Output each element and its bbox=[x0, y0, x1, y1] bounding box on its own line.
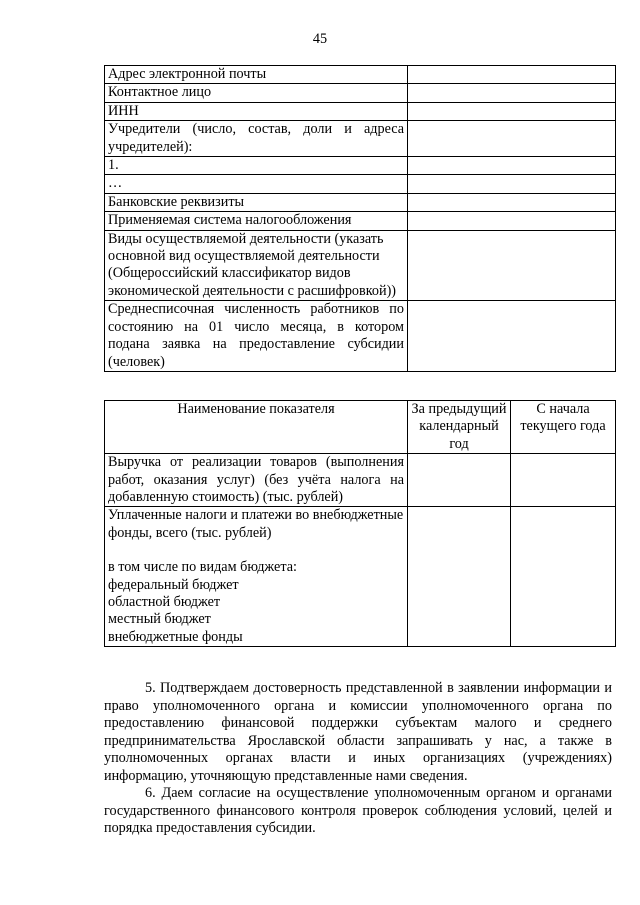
table-row bbox=[105, 193, 616, 211]
row-value-tax-system[interactable] bbox=[408, 212, 616, 230]
row-label-activities: Виды осуществляемой деятельности (указать основной вид осуществляемой деятельности (Общероссийский классификатор видов экономической деятельности с расшифровкой)) bbox=[105, 230, 408, 301]
row-value-contact[interactable] bbox=[408, 84, 616, 102]
revenue-previous-year[interactable] bbox=[408, 454, 511, 507]
row-label-founder-1: 1. bbox=[105, 157, 408, 175]
row-label-email: Адрес электронной почты bbox=[105, 66, 408, 84]
header-previous-year: За предыдущий календарный год bbox=[408, 401, 511, 454]
row-value-headcount[interactable] bbox=[408, 301, 616, 372]
table-row bbox=[105, 507, 616, 647]
table-row bbox=[105, 454, 616, 507]
paragraph-6: 6. Даем согласие на осуществление уполномоченным органом и органами государственного финансового контроля проверок соблюдения условий, целей и порядка предоставления субсидии. bbox=[104, 785, 612, 836]
indicators-table bbox=[104, 400, 616, 647]
row-value-activities[interactable] bbox=[408, 230, 616, 301]
revenue-current-year[interactable] bbox=[511, 454, 616, 507]
applicant-info-table bbox=[104, 65, 616, 372]
row-label-headcount: Среднесписочная численность работников по состоянию на 01 число месяца, в котором подана заявка на предоставление субсидии (человек) bbox=[105, 301, 408, 372]
table-row bbox=[105, 175, 616, 193]
page-number: 45 bbox=[312, 31, 328, 47]
row-label-inn: ИНН bbox=[105, 102, 408, 120]
row-value-ellipsis[interactable] bbox=[408, 175, 616, 193]
table-row bbox=[105, 212, 616, 230]
row-value-inn[interactable] bbox=[408, 102, 616, 120]
table-row bbox=[105, 102, 616, 120]
header-current-year: С начала текущего года bbox=[511, 401, 616, 454]
paragraph-5: 5. Подтверждаем достоверность представленной в заявлении информации и право уполномоченного органа и комиссии уполномоченного органа по предоставлению финансовой поддержки субъектам малого и среднего предпринимательства Ярославской области запрашивать у нас, а также в уполномоченных органах власти и иных организациях (учреждениях) информацию, уточняющую представленные нами сведения. bbox=[104, 680, 612, 784]
table-row bbox=[105, 66, 616, 84]
row-label-contact: Контактное лицо bbox=[105, 84, 408, 102]
header-indicator-name: Наименование показателя bbox=[105, 401, 408, 454]
budget-item-local: местный бюджет bbox=[108, 611, 211, 628]
budget-item-extrabudgetary: внебюджетные фонды bbox=[108, 628, 243, 645]
declaration-text bbox=[104, 680, 612, 838]
row-label-tax-system: Применяемая система налогообложения bbox=[105, 212, 408, 230]
row-value-email[interactable] bbox=[408, 66, 616, 84]
table-row bbox=[105, 230, 616, 301]
taxes-total-label: Уплаченные налоги и платежи во внебюджетные фонды, всего (тыс. рублей) bbox=[108, 507, 404, 541]
table-row bbox=[105, 121, 616, 157]
table-row bbox=[105, 84, 616, 102]
row-label-founders: Учредители (число, состав, доли и адреса учредителей): bbox=[105, 121, 408, 157]
table-header-row bbox=[105, 401, 616, 454]
row-label-ellipsis: … bbox=[105, 175, 408, 193]
including-label: в том числе по видам бюджета: bbox=[108, 559, 297, 576]
table-row bbox=[105, 301, 616, 372]
row-value-founders[interactable] bbox=[408, 121, 616, 157]
row-label-revenue: Выручка от реализации товаров (выполнения работ, оказания услуг) (без учёта налога на добавленную стоимость) (тыс. рублей) bbox=[105, 454, 408, 507]
row-value-bank[interactable] bbox=[408, 193, 616, 211]
row-label-taxes bbox=[105, 507, 408, 647]
table-row bbox=[105, 157, 616, 175]
taxes-previous-year[interactable] bbox=[408, 507, 511, 647]
row-value-founder-1[interactable] bbox=[408, 157, 616, 175]
budget-item-regional: областной бюджет bbox=[108, 594, 221, 611]
row-label-bank: Банковские реквизиты bbox=[105, 193, 408, 211]
budget-item-federal: федеральный бюджет bbox=[108, 576, 239, 593]
taxes-current-year[interactable] bbox=[511, 507, 616, 647]
